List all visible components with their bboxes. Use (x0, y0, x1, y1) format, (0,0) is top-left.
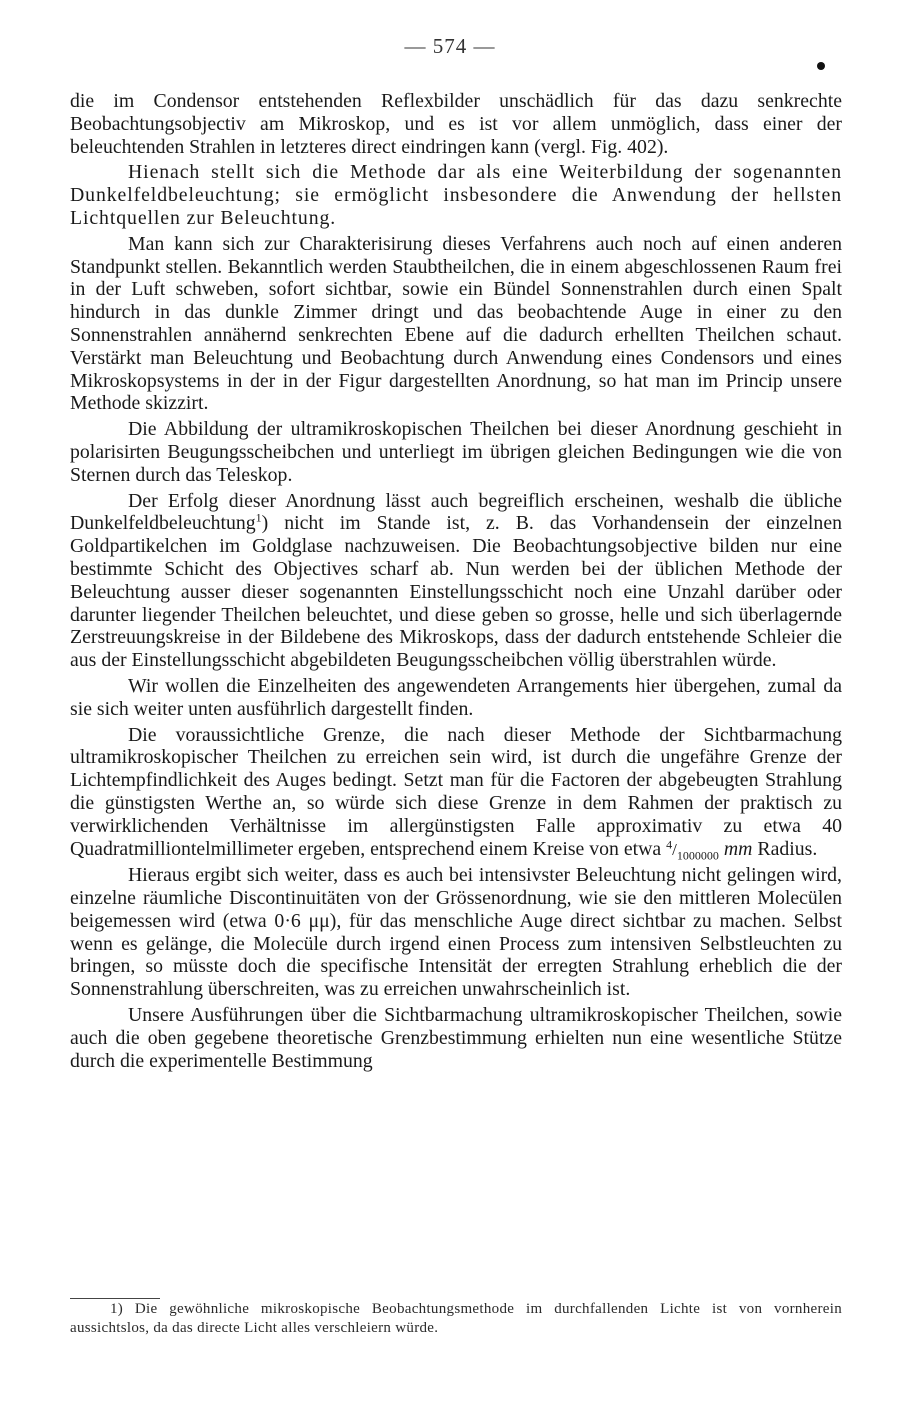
footnote (70, 1300, 842, 1338)
paragraph-3: Man kann sich zur Charakterisirung dieses Verfahrens auch noch auf einen anderen Standpunkt stellen. Bekanntlich werden Staubtheilchen, die in einem abgeschlossenen Raum frei in der Luft schweben, sofort sichtbar, sowie ein Bündel Sonnenstrahlen durch einen Spalt hindurch in das dunkle Zimmer dringt und das beobachtende Auge in einer zu den Sonnenstrahlen annähernd senkrechten Ebene auf die dadurch erhellten Theilchen schaut. Verstärkt man Beleuchtung und Beobachtung durch Anwendung eines Condensors und eines Mikroskopsystems in der in der Figur dargestellten Anordnung, so hat man im Princip unsere Methode skizzirt. (70, 232, 842, 415)
paragraph-8: Hieraus ergibt sich weiter, dass es auch bei intensivster Beleuchtung nicht gelingen wird, einzelne räumliche Discontinuitäten von der Grössenordnung, wie sie den mittleren Molecülen beigemessen wird (etwa 0·6 μμ), für das menschliche Auge direct sichtbar zu machen. Selbst wenn es gelänge, die Molecüle durch irgend einen Process zum intensiven Selbstleuchten zu bringen, so müsste doch die specifische Intensität der erregten Strahlung erheblich die der Sonnenstrahlung überschreiten, was zu erreichen unwahrscheinlich ist. (70, 864, 842, 1001)
paragraph-7-text-b: Radius. (752, 837, 818, 860)
ink-spot (817, 62, 825, 70)
paragraph-2: Hienach stellt sich die Methode dar als eine Weiterbildung der sogenannten Dunkelfeldbeleuchtung; sie ermöglicht insbesondere die Anwendung der hellsten Lichtquellen zur Beleuchtung. (70, 161, 842, 229)
paragraph-9: Unsere Ausführungen über die Sichtbarmachung ultramikroskopischer Theilchen, sowie auch die oben gegebene theoretische Grenzbestimmung erhielten nun eine wesentliche Stütze durch die experimentelle Bestimmung (70, 1004, 842, 1072)
paragraph-5-text-b: ) nicht im Stande ist, z. B. das Vorhandensein der einzelnen Goldpartikelchen im Goldglase nachzuweisen. Die Beobachtungsobjective bilden nur eine bestimmte Schicht des Objectives scharf ab. Nun werden bei der üblichen Methode der Beleuchtung ausser dieser sogenannten Einstellungsschicht noch eine Unzahl darüber oder darunter liegender Theilchen beleuchtet, und diese geben so grosse, helle und sich überlagernde Zerstreuungskreise in der Bildebene des Mikroskops, dass der dadurch entstehende Schleier die aus der Einstellungsschicht abgebildeten Beugungsscheibchen völlig überstrahlen würde. (70, 512, 842, 672)
fraction: $^4/_{1000000}$ (666, 836, 719, 862)
paragraph-6: Wir wollen die Einzelheiten des angewendeten Arrangements hier übergehen, zumal da sie sich weiter unten ausführlich dargestellt finden. (70, 674, 842, 720)
paragraph-4: Die Abbildung der ultramikroskopischen Theilchen bei dieser Anordnung geschieht in polarisirten Beugungsscheibchen und unterliegt im übrigen gleichen Bedingungen wie die von Sternen durch das Teleskop. (70, 418, 842, 486)
paragraph-5 (70, 490, 842, 672)
fraction-numerator: 4 (666, 836, 673, 851)
paragraph-5-text-a: Der Erfolg dieser Anordnung lässt auch begreiflich erscheinen, weshalb die übliche Dunkelfeldbeleuchtung (70, 489, 842, 535)
unit-mm: mm (723, 837, 753, 860)
footnote-text: Die gewöhnliche mikroskopische Beobachtungsmethode im durchfallenden Lichte ist von vornherein aussichtslos, da das directe Licht alles verschleiern würde. (70, 1301, 842, 1336)
paragraph-1: die im Condensor entstehenden Reflexbilder unschädlich für das dazu senkrechte Beobachtungsobjectiv am Mikroskop, und es ist vor allem unmöglich, dass einer der beleuchtenden Strahlen in letzteres direct eindringen kann (vergl. Fig. 402). (70, 90, 842, 158)
page-number: — 574 — (404, 34, 496, 58)
footnote-mark: 1) (110, 1301, 124, 1317)
footnote-reference: 1 (255, 510, 262, 525)
paragraph-7 (70, 724, 842, 862)
fraction-denominator: 1000000 (676, 847, 719, 862)
footnote-separator (70, 1298, 160, 1299)
body-text (70, 90, 842, 1075)
paragraph-7-text-a: Die voraussichtliche Grenze, die nach dieser Methode der Sichtbarmachung ultramikroskopischer Theilchen zu erreichen sein wird, ist durch die ungefähre Grenze der Lichtempfindlichkeit des Auges bedingt. Setzt man für die Factoren der abgebeugten Strahlung die günstigsten Werthe an, so würde sich diese Grenze in dem Rahmen der praktisch zu verwirklichenden Verhältnisse im allergünstigsten Falle approximativ zu etwa 40 Quadratmilliontelmillimeter ergeben, entsprechend einem Kreise von etwa (70, 723, 842, 860)
